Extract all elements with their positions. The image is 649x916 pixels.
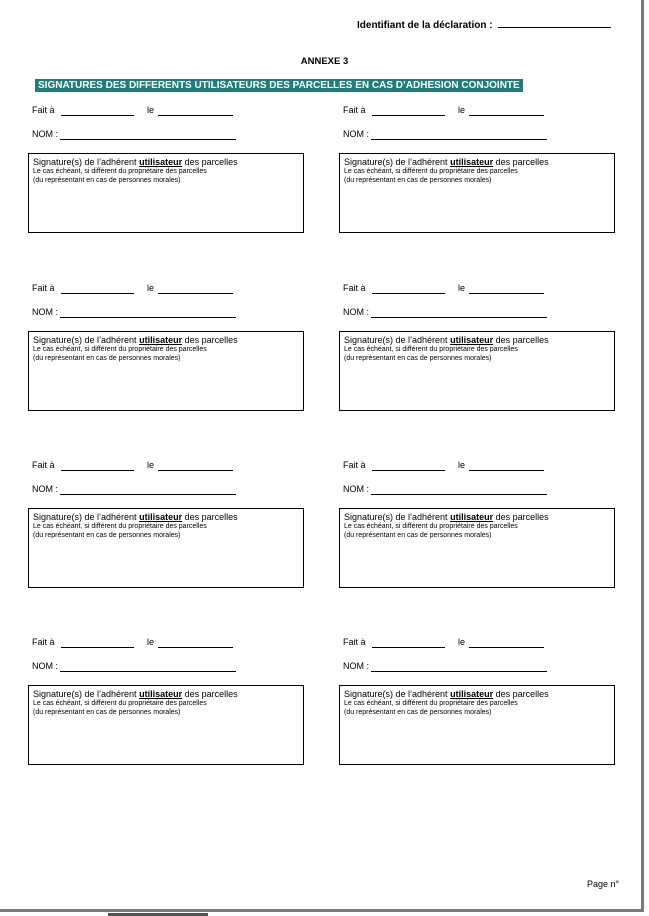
- le-label: le: [458, 637, 466, 647]
- date-field[interactable]: [158, 284, 233, 294]
- signature-title: [344, 512, 610, 522]
- nom-field[interactable]: [60, 308, 236, 318]
- signature-title-emphasis: utilisateur: [139, 689, 183, 699]
- fait-a-label: Fait à: [32, 637, 55, 647]
- signature-title-emphasis: utilisateur: [450, 512, 494, 522]
- signature-box[interactable]: [28, 153, 304, 233]
- date-field[interactable]: [158, 461, 233, 471]
- signature-note-line2: (du représentant en cas de personnes morales): [33, 355, 181, 362]
- fait-a-label: Fait à: [343, 105, 366, 115]
- signature-block: [339, 105, 629, 245]
- signature-title-prefix: Signature(s) de l’adhérent: [33, 689, 137, 699]
- declaration-identifier-label: Identifiant de la déclaration :: [357, 20, 493, 31]
- signature-note-line1: Le cas échéant, si différent du propriétaire des parcelles: [344, 346, 518, 353]
- fait-a-label: Fait à: [32, 105, 55, 115]
- signature-title: [344, 689, 610, 699]
- fait-a-field[interactable]: [372, 461, 445, 471]
- signature-box[interactable]: [28, 508, 304, 588]
- signature-title-prefix: Signature(s) de l’adhérent: [344, 157, 448, 167]
- signature-title-prefix: Signature(s) de l’adhérent: [344, 335, 448, 345]
- signature-title: [344, 157, 610, 167]
- signature-block: [339, 460, 629, 600]
- signature-title-suffix: des parcelles: [184, 335, 238, 345]
- le-label: le: [147, 460, 155, 470]
- nom-label: NOM :: [32, 661, 58, 671]
- signature-note-line1: Le cas échéant, si différent du propriétaire des parcelles: [33, 168, 207, 175]
- signature-note-line1: Le cas échéant, si différent du propriétaire des parcelles: [33, 700, 207, 707]
- signature-title-prefix: Signature(s) de l’adhérent: [344, 689, 448, 699]
- signature-note-line1: Le cas échéant, si différent du propriétaire des parcelles: [344, 700, 518, 707]
- le-label: le: [147, 283, 155, 293]
- le-label: le: [147, 105, 155, 115]
- signature-note-line2: (du représentant en cas de personnes morales): [33, 532, 181, 539]
- signature-title-suffix: des parcelles: [184, 512, 238, 522]
- signature-title-suffix: des parcelles: [495, 157, 549, 167]
- signature-title-prefix: Signature(s) de l’adhérent: [33, 512, 137, 522]
- signature-title-suffix: des parcelles: [184, 689, 238, 699]
- signature-title-prefix: Signature(s) de l’adhérent: [33, 157, 137, 167]
- fait-a-label: Fait à: [343, 637, 366, 647]
- signature-block: [28, 105, 318, 245]
- signature-title: [344, 335, 610, 345]
- nom-field[interactable]: [371, 130, 547, 140]
- signature-title-emphasis: utilisateur: [450, 335, 494, 345]
- signature-title-suffix: des parcelles: [495, 512, 549, 522]
- signature-box[interactable]: [28, 685, 304, 765]
- nom-label: NOM :: [343, 307, 369, 317]
- le-label: le: [458, 460, 466, 470]
- signature-block: [339, 283, 629, 423]
- fait-a-field[interactable]: [61, 461, 134, 471]
- signature-note-line1: Le cas échéant, si différent du propriétaire des parcelles: [33, 523, 207, 530]
- signature-title-suffix: des parcelles: [495, 689, 549, 699]
- signature-title-suffix: des parcelles: [184, 157, 238, 167]
- fait-a-label: Fait à: [343, 283, 366, 293]
- signature-title-emphasis: utilisateur: [139, 512, 183, 522]
- date-field[interactable]: [469, 284, 544, 294]
- nom-field[interactable]: [371, 662, 547, 672]
- signature-title-emphasis: utilisateur: [450, 689, 494, 699]
- signature-block: [28, 460, 318, 600]
- signature-block: [28, 283, 318, 423]
- nom-label: NOM :: [343, 661, 369, 671]
- signature-title: [33, 157, 299, 167]
- fait-a-field[interactable]: [372, 106, 445, 116]
- date-field[interactable]: [158, 106, 233, 116]
- signature-title-prefix: Signature(s) de l’adhérent: [344, 512, 448, 522]
- date-field[interactable]: [469, 638, 544, 648]
- fait-a-field[interactable]: [372, 284, 445, 294]
- nom-field[interactable]: [60, 130, 236, 140]
- nom-field[interactable]: [371, 308, 547, 318]
- page-number-label: Page n°: [587, 879, 620, 889]
- signature-box[interactable]: [339, 331, 615, 411]
- nom-field[interactable]: [371, 485, 547, 495]
- nom-label: NOM :: [32, 484, 58, 494]
- declaration-identifier-field[interactable]: [498, 18, 611, 28]
- signature-note-line1: Le cas échéant, si différent du propriétaire des parcelles: [344, 523, 518, 530]
- signature-box[interactable]: [28, 331, 304, 411]
- fait-a-field[interactable]: [61, 284, 134, 294]
- le-label: le: [147, 637, 155, 647]
- date-field[interactable]: [469, 461, 544, 471]
- nom-label: NOM :: [32, 129, 58, 139]
- banner-title: SIGNATURES DES DIFFERENTS UTILISATEURS DES PARCELLES EN CAS D’ADHESION CONJOINTE: [35, 79, 523, 92]
- date-field[interactable]: [158, 638, 233, 648]
- nom-label: NOM :: [32, 307, 58, 317]
- signature-note-line1: Le cas échéant, si différent du propriétaire des parcelles: [33, 346, 207, 353]
- nom-field[interactable]: [60, 485, 236, 495]
- signature-title: [33, 689, 299, 699]
- signature-note-line1: Le cas échéant, si différent du propriétaire des parcelles: [344, 168, 518, 175]
- signature-note-line2: (du représentant en cas de personnes morales): [344, 177, 492, 184]
- signature-title: [33, 335, 299, 345]
- fait-a-label: Fait à: [32, 460, 55, 470]
- signature-block: [28, 637, 318, 777]
- signature-note-line2: (du représentant en cas de personnes morales): [344, 709, 492, 716]
- signature-title-emphasis: utilisateur: [139, 335, 183, 345]
- signature-note-line2: (du représentant en cas de personnes morales): [33, 177, 181, 184]
- signature-title-suffix: des parcelles: [495, 335, 549, 345]
- fait-a-field[interactable]: [372, 638, 445, 648]
- le-label: le: [458, 283, 466, 293]
- fait-a-field[interactable]: [61, 638, 134, 648]
- le-label: le: [458, 105, 466, 115]
- declaration-identifier: [357, 18, 611, 31]
- nom-field[interactable]: [60, 662, 236, 672]
- signature-title: [33, 512, 299, 522]
- signature-box[interactable]: [339, 508, 615, 588]
- signature-title-emphasis: utilisateur: [450, 157, 494, 167]
- signature-title-prefix: Signature(s) de l’adhérent: [33, 335, 137, 345]
- annexe-title: ANNEXE 3: [300, 56, 349, 67]
- signature-block: [339, 637, 629, 777]
- fait-a-label: Fait à: [32, 283, 55, 293]
- fait-a-label: Fait à: [343, 460, 366, 470]
- signature-note-line2: (du représentant en cas de personnes morales): [344, 532, 492, 539]
- signature-box[interactable]: [339, 153, 615, 233]
- signature-note-line2: (du représentant en cas de personnes morales): [344, 355, 492, 362]
- signature-title-emphasis: utilisateur: [139, 157, 183, 167]
- nom-label: NOM :: [343, 484, 369, 494]
- signature-box[interactable]: [339, 685, 615, 765]
- fait-a-field[interactable]: [61, 106, 134, 116]
- date-field[interactable]: [469, 106, 544, 116]
- nom-label: NOM :: [343, 129, 369, 139]
- signature-note-line2: (du représentant en cas de personnes morales): [33, 709, 181, 716]
